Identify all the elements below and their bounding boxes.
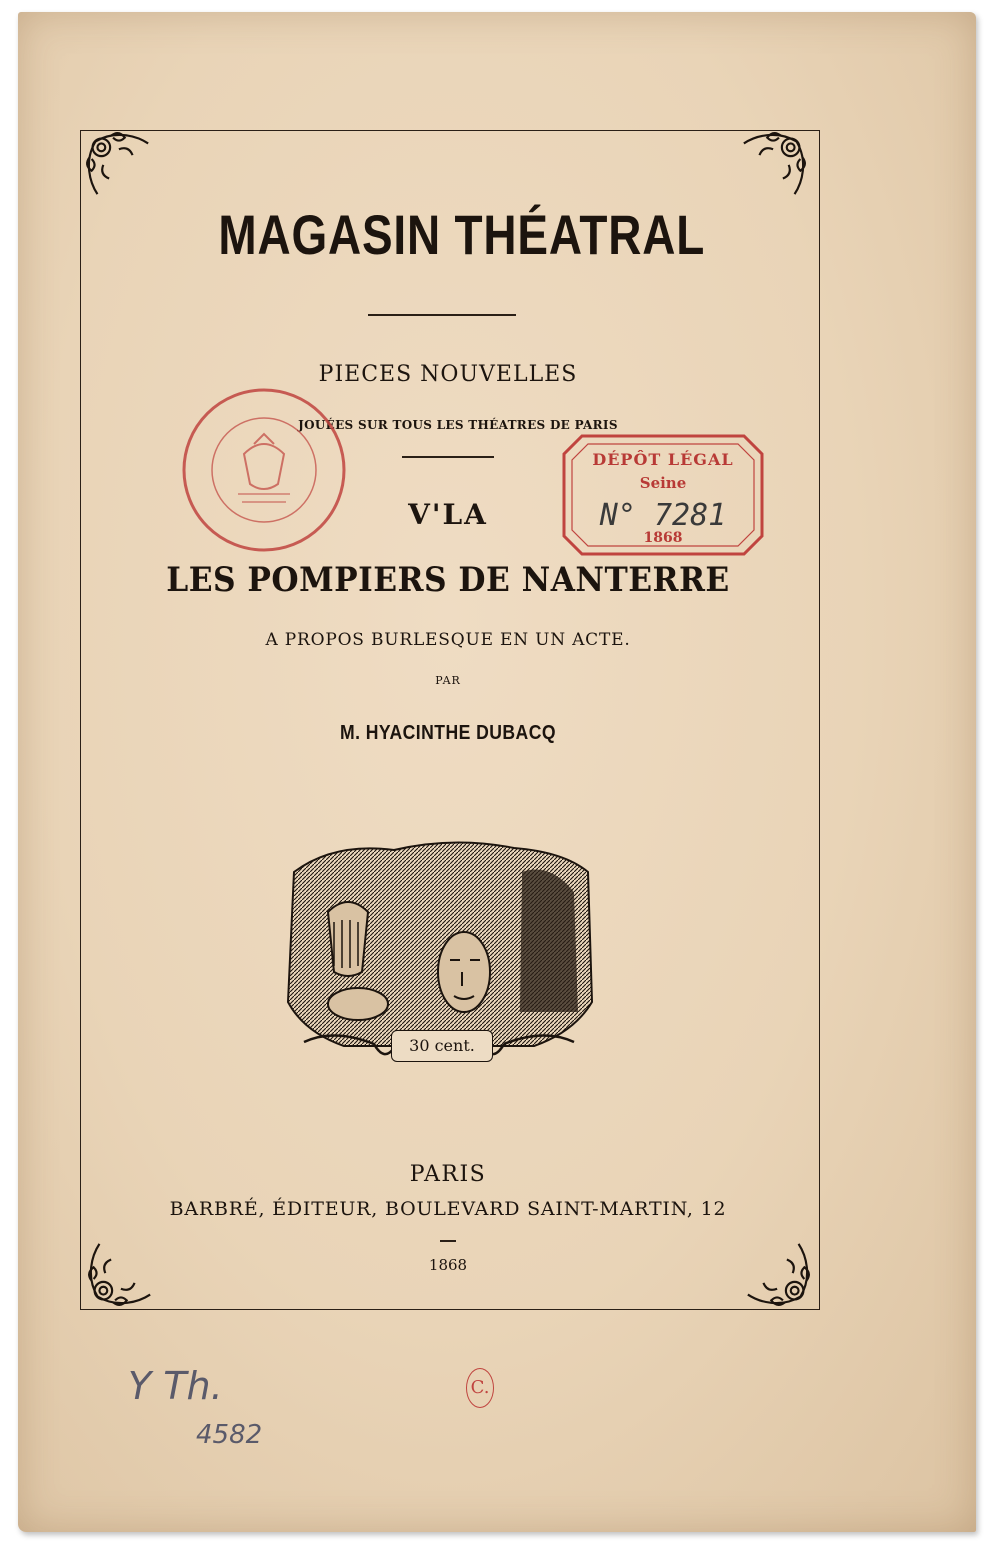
price-label: 30 cent.	[391, 1030, 493, 1062]
imprint-city: PARIS	[409, 1162, 487, 1187]
subtitle-secondary: JOUÉES SUR TOUS LES THÉATRES DE PARIS	[298, 418, 618, 432]
deposit-region: Seine	[639, 474, 687, 492]
library-stamp	[178, 384, 350, 556]
legal-deposit-stamp	[558, 430, 768, 560]
subtitle: PIECES NOUVELLES	[318, 362, 578, 387]
deposit-year: 1868	[643, 530, 683, 546]
title-rule	[368, 314, 516, 316]
page-border-frame	[80, 130, 820, 1310]
play-genre: A PROPOS BURLESQUE EN UN ACTE.	[265, 630, 631, 650]
document-page	[18, 12, 976, 1532]
author-name: M. HYACINTHE DUBACQ	[340, 722, 556, 744]
library-stamp-seal	[178, 384, 350, 556]
theatre-vignette-engraving	[274, 832, 604, 1094]
imprint-publisher: BARBRÉ, ÉDITEUR, BOULEVARD SAINT-MARTIN, 12	[169, 1198, 727, 1220]
imprint-year: 1868	[428, 1256, 468, 1274]
play-title-line1: V'LA	[408, 498, 488, 531]
series-title: MAGASIN THÉATRAL	[218, 203, 706, 266]
imprint-rule	[440, 1240, 456, 1242]
corner-ornament-bottom-left	[78, 1238, 156, 1316]
shelfmark-line2: 4582	[196, 1420, 263, 1450]
deposit-number: N° 7281	[599, 498, 727, 533]
corner-ornament-top-left	[76, 122, 154, 200]
corner-ornament-bottom-right	[742, 1238, 820, 1316]
copyright-stamp: C.	[466, 1368, 494, 1408]
corner-ornament-top-right	[738, 122, 816, 200]
shelfmark-line1: Y Th.	[128, 1364, 223, 1408]
by-label: PAR	[435, 674, 461, 687]
subtitle-rule	[402, 456, 494, 458]
play-title-line2: LES POMPIERS DE NANTERRE	[166, 560, 730, 600]
deposit-heading: DÉPÔT LÉGAL	[592, 450, 734, 469]
